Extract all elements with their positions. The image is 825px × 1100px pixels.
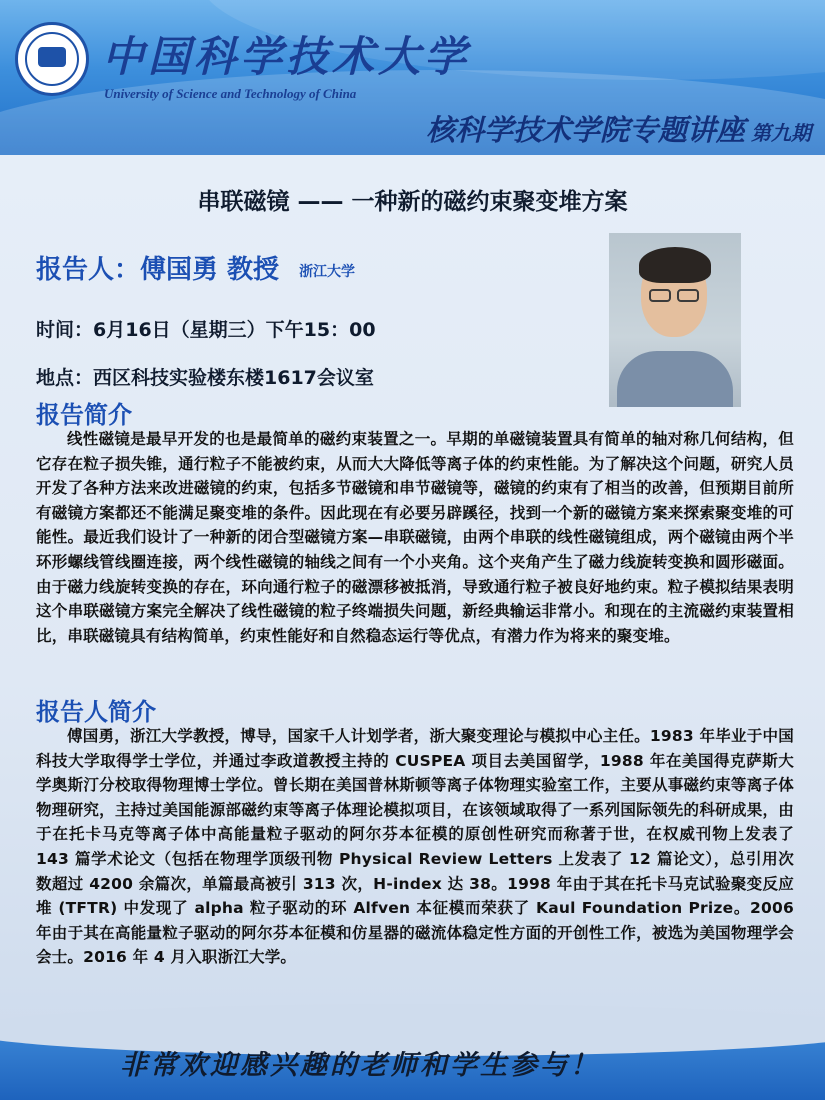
footer-slogan: 非常欢迎感兴趣的老师和学生参与！ (120, 1050, 600, 1081)
portrait-hair (639, 247, 711, 283)
speaker-portrait (609, 233, 741, 407)
portrait-shirt (617, 351, 733, 407)
talk-location: 地点：西区科技实验楼东楼1617会议室 (36, 367, 374, 389)
talk-time: 时间：6月16日（星期三）下午15：00 (36, 319, 376, 341)
abstract-heading: 报告简介 (36, 401, 132, 429)
university-name-cn: 中国科学技术大学 (102, 32, 471, 81)
series-issue: 第九期 (751, 121, 811, 145)
poster-body (0, 155, 825, 1030)
speaker-affiliation: 浙江大学 (299, 263, 356, 280)
talk-title: 串联磁镜 —— 一种新的磁约束聚变堆方案 (197, 189, 628, 215)
lecture-series-title (426, 108, 811, 149)
abstract-text: 线性磁镜是最早开发的也是最简单的磁约束装置之一。早期的单磁镜装置具有简单的轴对称几何结构，但它存在粒子损失锥，通行粒子不能被约束，从而大大降低等离子体的约束性能。为了解决这个问题，研究人员开发了各种方法来改进磁镜的约束，包括多节磁镜和串节磁镜等，磁镜的约束有了相当的改善，但预期目前所有磁镜方案都还不能满足聚变堆的条件。因此现在有必要另辟蹊径，找到一个新的磁镜方案来探索聚变堆的可能性。最近我们设计了一种新的闭合型磁镜方案—串联磁镜，由两个串联的线性磁镜组成，两个磁镜由两个半环形螺线管线圈连接，两个线性磁镜的轴线之间有一个小夹角。这个夹角产生了磁力线旋转变换和圆形磁面。由于磁力线旋转变换的存在，环向通行粒子的磁漂移被抵消，导致通行粒子被良好地约束。粒子模拟结果表明这个串联磁镜方案完全解决了线性磁镜的粒子终端损失问题，新经典输运非常小。和现在的主流磁约束装置相比，串联磁镜具有结构简单，约束性能好和自然稳态运行等优点，有潜力作为将来的聚变堆。 (36, 430, 794, 645)
series-name: 核科学技术学院专题讲座 (425, 113, 745, 147)
bio-heading: 报告人简介 (36, 698, 156, 726)
seal-emblem (38, 47, 66, 67)
header-banner (0, 0, 825, 155)
university-name-en: University of Science and Technology of China (104, 86, 357, 101)
speaker-line (36, 249, 355, 286)
bio-text: 傅国勇，浙江大学教授，博导，国家千人计划学者，浙大聚变理论与模拟中心主任。1983 年毕业于中国科技大学取得学士学位，并通过李政道教授主持的 CUSPEA 项目去美国留学，1988 年在美国得克萨斯大学奥斯汀分校取得物理博士学位。曾长期在美国普林斯顿等离子体物理实验室工作，主要从事磁约束等离子体物理研究，主持过美国能源部磁约束等离子体理论模拟项目，在该领域取得了一系列国际领先的科研成果，由于在托卡马克等离子体中高能量粒子驱动的阿尔芬本征模的原创性研究而称著于世，在权威刊物上发表了 143 篇学术论文（包括在物理学顶级刊物 Physical Review Letters 上发表了 12 篇论文），总引用次数超过 4200 余篇次，单篇最高被引 313 次，H-index 达 38。1998 年由于其在托卡马克试验聚变反应堆 (TFTR) 中发现了 alpha 粒子驱动的环 Alfven 本征模而荣获了 Kaul Foundation Prize。2006 年由于其在高能量粒子驱动的阿尔芬本征模和仿星器的磁流体稳定性方面的开创性工作，被选为美国物理学会会士。2016 年 4 月入职浙江大学。 (36, 727, 794, 967)
speaker-name: 报告人：傅国勇 教授 (36, 255, 280, 285)
portrait-glasses (649, 289, 703, 303)
university-seal-icon (15, 22, 89, 96)
